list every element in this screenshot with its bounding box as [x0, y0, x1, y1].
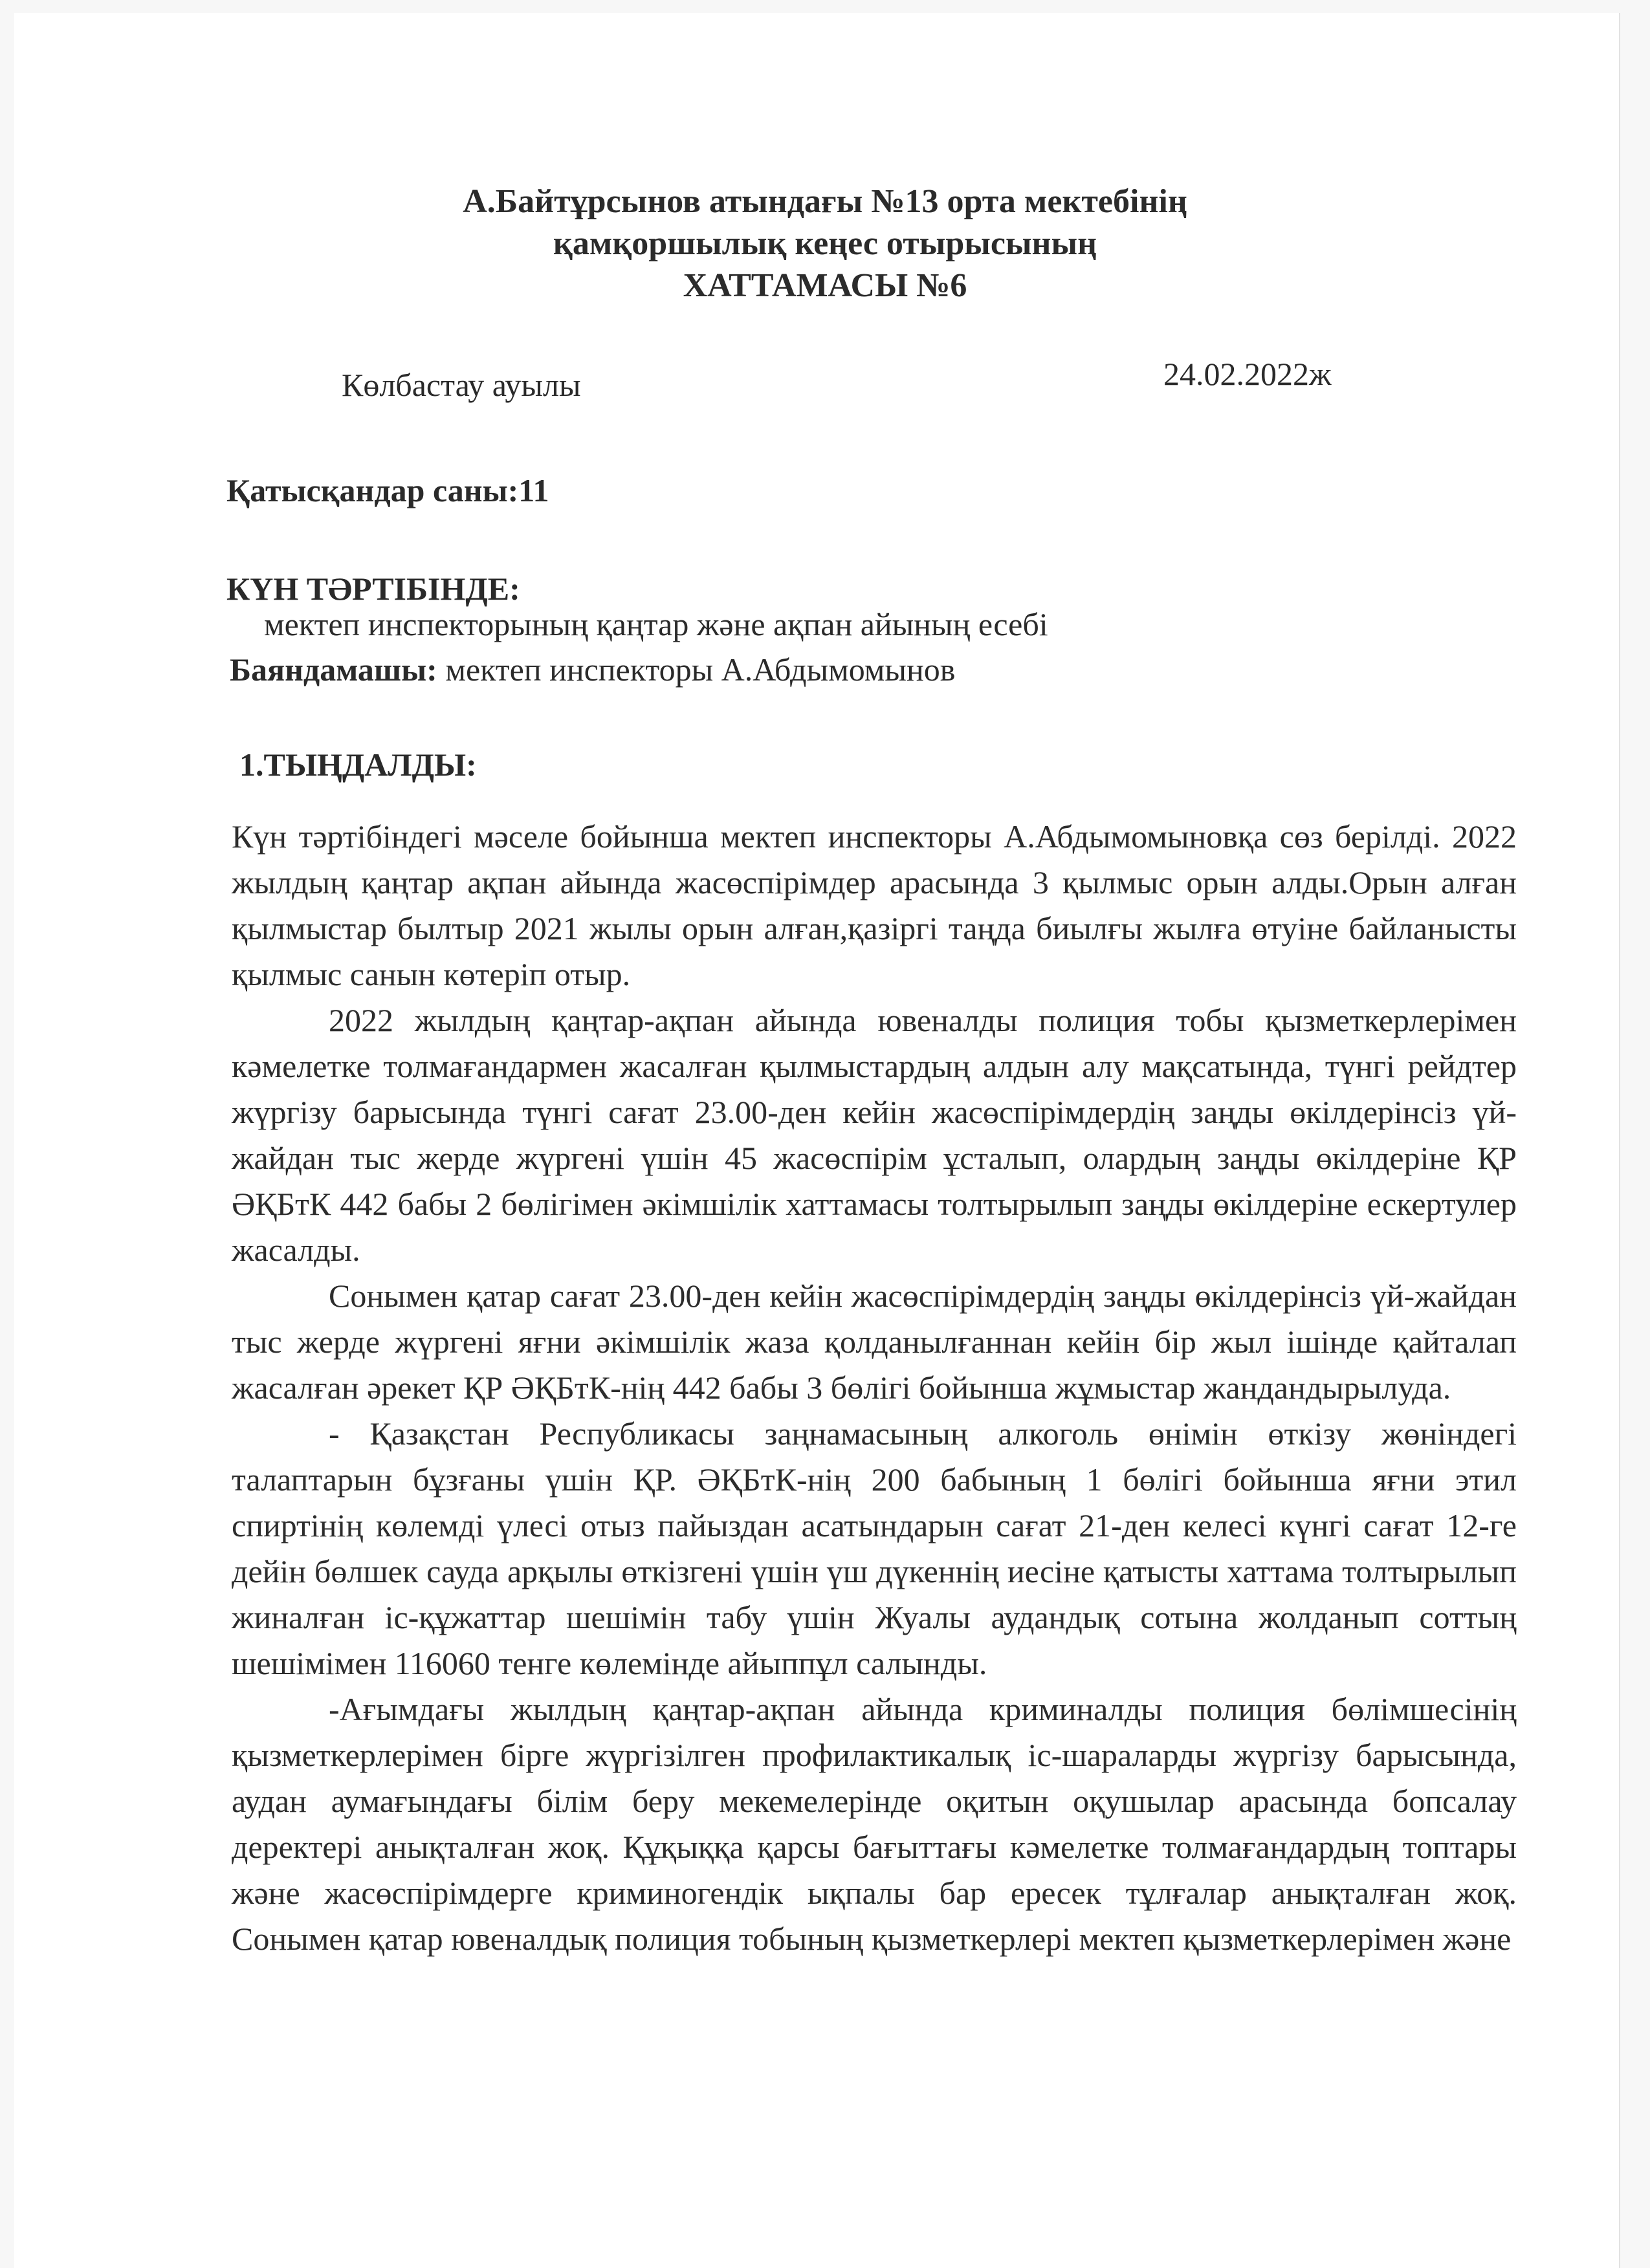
document-body	[232, 814, 1517, 1962]
meeting-place: Көлбастау ауылы	[342, 367, 581, 403]
paragraph: Сонымен қатар сағат 23.00-ден кейін жасөспірімдердің заңды өкілдерінсіз үй-жайдан тыс жерде жүргені яғни әкімшілік жаза қолданылғаннан кейін бір жыл ішінде қайталап жасалған әрекет ҚР ӘҚБтК-нің 442 бабы 3 бөлігі бойынша жұмыстар жандандырылуда.	[232, 1278, 1517, 1406]
speaker-name: мектеп инспекторы А.Абдымомынов	[437, 651, 956, 688]
section-title: 1.ТЫҢДАЛДЫ:	[239, 747, 477, 783]
agenda-item: мектеп инспекторының қаңтар және ақпан айының есебі	[264, 606, 1048, 642]
paragraph: - Қазақстан Республикасы заңнамасының алкоголь өнімін өткізу жөніндегі талаптарын бұзғаны үшін ҚР. ӘҚБтК-нің 200 бабының 1 бөлігі бойынша яғни этил спиртінің көлемді үлесі отыз пайыздан асатындарын сағат 21-ден келесі күнгі сағат 12-ге дейін бөлшек сауда арқылы өткізгені үшін үш дүкеннің иесіне қатысты хаттама толтырылып жиналған іс-құжаттар шешімін табу үшін Жуалы аудандық сотына жолданып соттың шешімімен 116060 тенге көлемінде айыппұл салынды.	[232, 1415, 1517, 1681]
speaker-line	[230, 650, 955, 689]
document-title-line-3: ХАТТАМАСЫ №6	[683, 267, 967, 304]
document-title-line-1: А.Байтұрсынов атындағы №13 орта мектебінің	[463, 183, 1187, 220]
paragraph: 2022 жылдың қаңтар-ақпан айында ювеналды полиция тобы қызметкерлерімен кәмелетке толмағандармен жасалған қылмыстардың алдын алу мақсатында, түнгі рейдтер жүргізу барысында түнгі сағат 23.00-ден кейін жасөспірімдердің заңды өкілдерінсіз үй-жайдан тыс жерде жүргені үшін 45 жасөспірім ұсталып, олардың заңды өкілдеріне ҚР ӘҚБтК 442 бабы 2 бөлігімен әкімшілік хаттамасы толтырылып заңды өкілдеріне ескертулер жасалды.	[232, 1002, 1517, 1268]
attendees-label: Қатысқандар саны:	[226, 472, 519, 508]
attendees-line	[226, 471, 549, 510]
paragraph: Күн тәртібіндегі мәселе бойынша мектеп инспекторы А.Абдымомыновқа сөз берілді. 2022 жылдың қаңтар ақпан айында жасөспірімдер арасында 3 қылмыс орын алды.Орын алған қылмыстар былтыр 2021 жылы орын алған,қазіргі таңда биылғы жылға өтуіне байланысты қылмыс санын көтеріп отыр.	[232, 818, 1517, 992]
agenda-title: КҮН ТӘРТІБІНДЕ:	[226, 571, 520, 607]
document-title-line-2: қамқоршылық кеңес отырысының	[553, 225, 1097, 262]
speaker-label: Баяндамашы:	[230, 651, 437, 688]
meeting-date: 24.02.2022ж	[1163, 356, 1332, 392]
paragraph: -Ағымдағы жылдың қаңтар-ақпан айында криминалды полиция бөлімшесінің қызметкерлерімен бірге жүргізілген профилактикалық іс-шараларды жүргізу барысында, аудан аумағындағы білім беру мекемелерінде оқитын оқушылар арасында бопсалау деректері анықталған жоқ. Құқыққа қарсы бағыттағы кәмелетке толмағандардың топтары және жасөспірімдерге криминогендік ықпалы бар ересек тұлғалар анықталған жоқ. Сонымен қатар ювеналдық полиция тобының қызметкерлері мектеп қызметкерлерімен және	[232, 1691, 1517, 1957]
attendees-count: 11	[518, 472, 549, 508]
